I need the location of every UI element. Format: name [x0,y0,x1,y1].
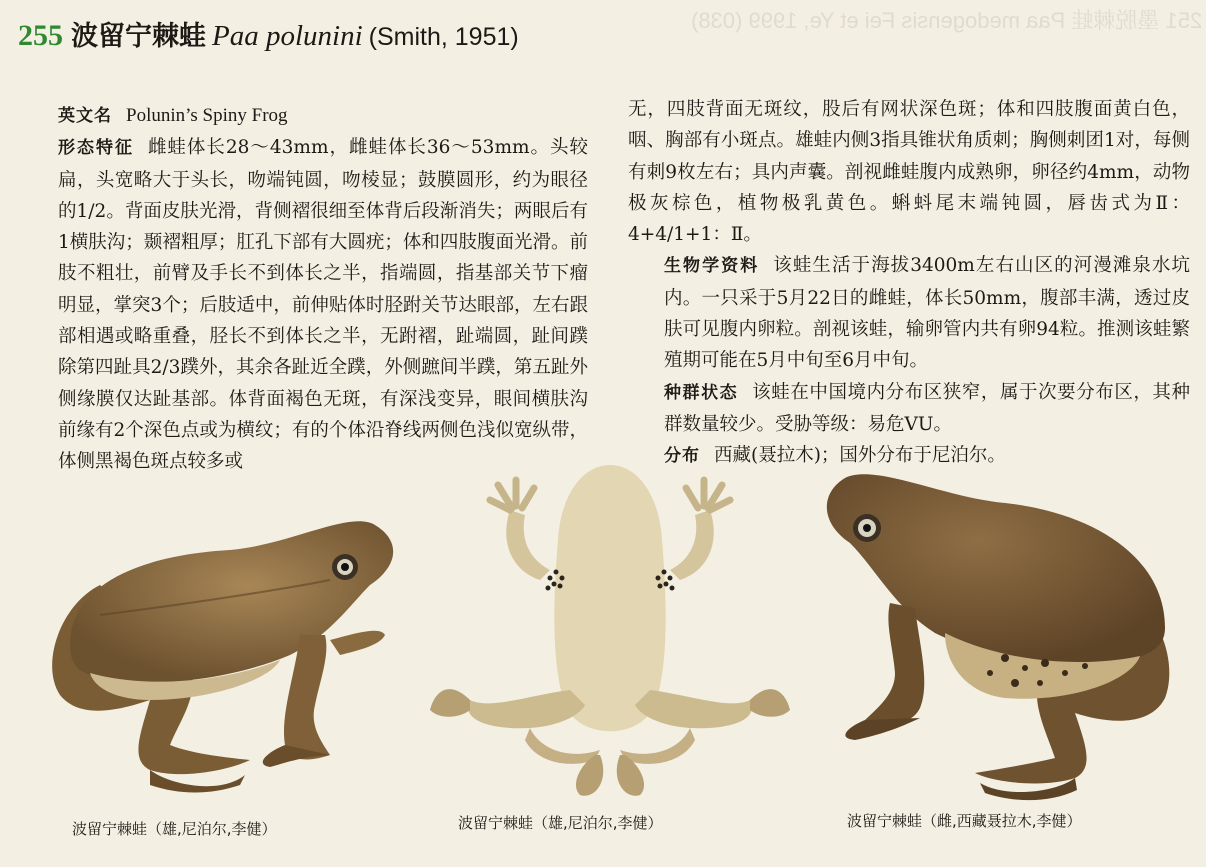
species-chinese-name: 波留宁棘蛙 [71,21,206,52]
text-column-left [22,100,588,478]
english-name-label: 英文名 [58,106,112,126]
population-label: 种群状态 [664,382,739,403]
text-column-right [628,94,1190,473]
morphology-text: 雌蛙体长28～43mm，雌蛙体长36～53mm。头较扁，头宽略大于头长，吻端钝圆，吻棱显；鼓膜圆形，约为眼径的1/2。背面皮肤光滑，背侧褶很细至体背后段渐消失；两眼后有1横肤沟；颞褶粗厚；肛孔下部有大圆疣；体和四肢腹面光滑。前肢不粗壮，前臂及手长不到体长之半，指端圆，指基部关节下瘤明显，掌突3个；后肢适中，前伸贴体时胫跗关节达眼部，左右跟部相遇或略重叠，胫长不到体长之半，无跗褶，趾端圆，趾间蹼除第四趾具2/3蹼外，其余各趾近全蹼，外侧蹠间半蹼，第五趾外侧缘膜仅达趾基部。体背面褐色无斑，有深浅变异，眼间横肤沟前缘有2个深色点或为横纹；有的个体沿脊线两侧色浅似宽纵带，体侧黑褐色斑点较多或 [58,137,588,473]
biology-paragraph [628,250,1190,376]
caption-3: 波留宁棘蛙（雌,西藏聂拉木,李健） [847,812,1082,830]
morphology-continuation: 无，四肢背面无斑纹，股后有网状深色斑；体和四肢腹面黄白色，咽、胸部有小斑点。雄蛙内侧3指具锥状角质刺；胸侧刺团1对，每侧有刺9枚左右；具内声囊。剖视雌蛙腹内成熟卵，卵径约4mm，动物极灰棕色，植物极乳黄色。蝌蚪尾末端钝圆，唇齿式为Ⅱ：4+4/1+1：Ⅱ。 [628,99,1190,246]
caption-1: 波留宁棘蛙（雄,尼泊尔,李健） [72,820,277,838]
frog-illustration-ventral-male [430,460,790,805]
morphology-paragraph [22,132,588,477]
population-text: 该蛙在中国境内分布区狭窄，属于次要分布区，其种群数量较少。受胁等级：易危VU。 [664,381,1190,435]
distribution-label: 分布 [664,446,700,467]
population-paragraph [628,377,1190,441]
species-number: 255 [18,19,63,52]
morphology-label: 形态特征 [58,138,134,159]
frog-illustration-side-male [30,495,430,810]
biology-text: 该蛙生活于海拔3400m左右山区的河漫滩泉水坑内。一只采于5月22日的雌蛙，体长50mm，腹部丰满，透过皮肤可见腹内卵粒。剖视该蛙，输卵管内共有卵94粒。推测该蛙繁殖期可能在5月中旬至6月中旬。 [664,255,1190,372]
distribution-text: 西藏(聂拉木)；国外分布于尼泊尔。 [714,445,1006,467]
caption-2: 波留宁棘蛙（雄,尼泊尔,李健） [458,814,663,832]
english-name-paragraph [22,100,588,132]
bleed-through-text: 251 墨脱棘蛙 Paa medogensis Fei et Ye, 1999 (038) [690,8,1202,33]
species-authority: (Smith, 1951) [368,23,519,51]
biology-label: 生物学资料 [664,256,760,277]
english-name-value: Polunin’s Spiny Frog [126,105,288,126]
species-heading [18,14,519,53]
frog-illustration-side-female [805,458,1195,803]
species-latin-name: Paa polunini [212,20,363,52]
